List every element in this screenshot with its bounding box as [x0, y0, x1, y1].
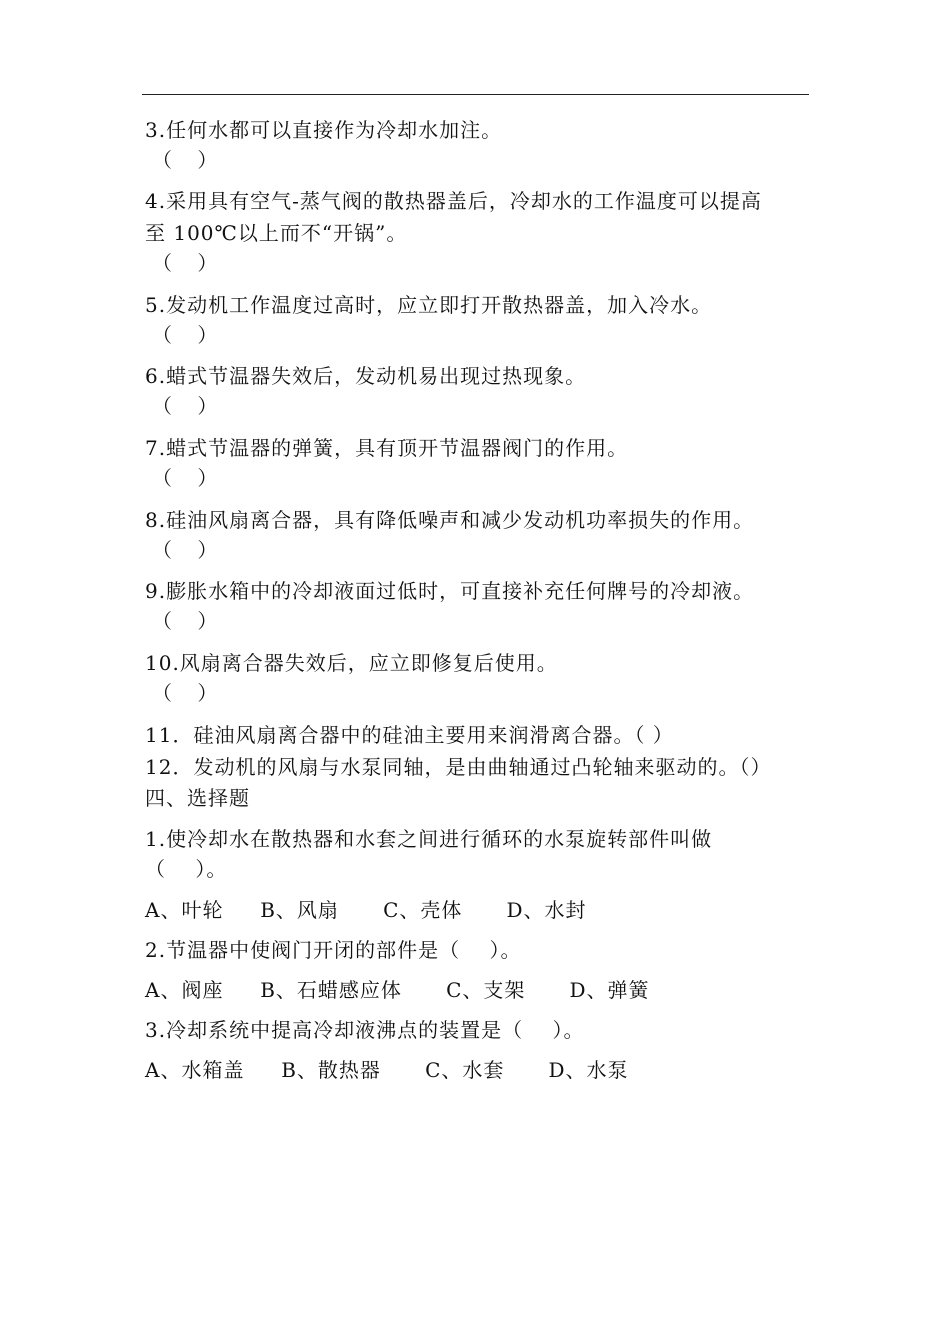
question-4-line-2: 至 100℃以上而不“开锅”。 [145, 221, 408, 245]
question-7: 7.蜡式节温器的弹簧，具有顶开节温器阀门的作用。 [145, 436, 629, 460]
answer-blank-6: （ ） [152, 394, 218, 418]
section-heading-choice: 四、选择题 [145, 786, 250, 810]
header-rule [142, 94, 809, 95]
question-11: 11．硅油风扇离合器中的硅油主要用来润滑离合器。（ ） [145, 723, 674, 747]
choice-options-2: A、阀座 B、石蜡感应体 C、支架 D、弹簧 [145, 978, 650, 1002]
question-5: 5.发动机工作温度过高时，应立即打开散热器盖，加入冷水。 [145, 293, 713, 317]
question-8: 8.硅油风扇离合器，具有降低噪声和减少发动机功率损失的作用。 [145, 508, 755, 532]
answer-blank-10: （ ） [152, 681, 218, 705]
answer-blank-9: （ ） [152, 609, 218, 633]
answer-blank-3: （ ） [152, 148, 218, 172]
question-6: 6.蜡式节温器失效后，发动机易出现过热现象。 [145, 364, 587, 388]
choice-question-1-line-2: （ ）。 [145, 857, 228, 881]
answer-blank-7: （ ） [152, 466, 218, 490]
choice-options-1: A、叶轮 B、风扇 C、壳体 D、水封 [145, 898, 587, 922]
question-10: 10.风扇离合器失效后，应立即修复后使用。 [145, 651, 558, 675]
question-4-line-1: 4.采用具有空气-蒸气阀的散热器盖后，冷却水的工作温度可以提高 [145, 189, 762, 213]
choice-question-2: 2.节温器中使阀门开闭的部件是（ ）。 [145, 938, 522, 962]
choice-options-3: A、水箱盖 B、散热器 C、水套 D、水泵 [145, 1058, 629, 1082]
question-3: 3.任何水都可以直接作为冷却水加注。 [145, 118, 503, 142]
answer-blank-5: （ ） [152, 323, 218, 347]
question-12: 12．发动机的风扇与水泵同轴，是由曲轴通过凸轮轴来驱动的。（） [145, 755, 772, 779]
choice-question-1-line-1: 1.使冷却水在散热器和水套之间进行循环的水泵旋转部件叫做 [145, 827, 713, 851]
answer-blank-8: （ ） [152, 538, 218, 562]
question-9: 9.膨胀水箱中的冷却液面过低时，可直接补充任何牌号的冷却液。 [145, 579, 755, 603]
choice-question-3: 3.冷却系统中提高冷却液沸点的装置是（ ）。 [145, 1018, 585, 1042]
answer-blank-4: （ ） [152, 251, 218, 275]
